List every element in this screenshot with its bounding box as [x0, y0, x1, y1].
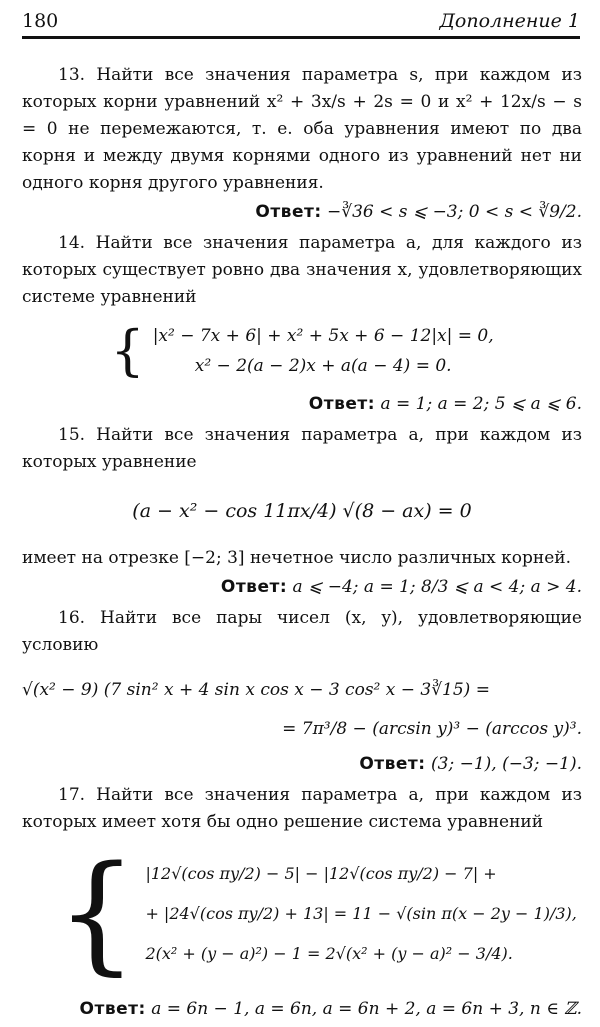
problem-15-answer	[22, 574, 582, 601]
section-title: Дополнение 1	[439, 10, 580, 32]
brace-icon: {	[110, 319, 145, 382]
answer-value: a ⩽ −4; a = 1; 8/3 ⩽ a < 4; a > 4.	[292, 577, 582, 597]
problem-17-answer	[22, 996, 582, 1023]
answer-value: a = 1; a = 2; 5 ⩽ a ⩽ 6.	[380, 394, 582, 414]
problem-15-text: 15. Найти все значения параметра a, при каждом из которых уравнение	[22, 425, 582, 472]
equation-line: + |24√(cos πy/2) + 13| = 11 − √(sin π(x − 2y − 1)/3),	[145, 904, 577, 923]
answer-value: −∛36 < s ⩽ −3; 0 < s < ∛9/2.	[327, 202, 582, 222]
answer-value: (3; −1), (−3; −1).	[431, 754, 582, 774]
brace-icon: {	[56, 839, 138, 988]
problem-17-system	[56, 839, 582, 988]
answer-label: Ответ:	[220, 577, 288, 597]
equation-line: |x² − 7x + 6| + x² + 5x + 6 − 12|x| = 0,	[152, 326, 494, 346]
answer-label: Ответ:	[79, 999, 146, 1019]
answer-label: Ответ:	[308, 394, 376, 414]
problem-13-answer	[22, 199, 582, 226]
problem-16-text: 16. Найти все пары чисел (x, y), удовлетворяющие условию	[22, 608, 582, 655]
page-body	[22, 62, 582, 1027]
equation-line: |12√(cos πy/2) − 5| − |12√(cos πy/2) − 7| +	[145, 864, 497, 883]
problem-15-equation: (a − x² − cos 11πx/4) √(8 − ax) = 0	[132, 500, 472, 522]
equation-line: x² − 2(a − 2)x + a(a − 4) = 0.	[194, 356, 452, 376]
page-header	[22, 8, 580, 39]
answer-value: a = 6n − 1, a = 6n, a = 6n + 2, a = 6n + 3, n ∈ ℤ.	[151, 999, 582, 1019]
equation-line: 2(x² + (y − a)²) − 1 = 2√(x² + (y − a)² − 3/4).	[145, 944, 513, 963]
problem-16-equation-line2: = 7π³/8 − (arcsin y)³ − (arccos y)³.	[282, 719, 582, 739]
problem-16-answer	[22, 751, 582, 778]
problem-14-system	[22, 321, 582, 381]
problem-14-answer	[22, 391, 582, 418]
answer-label: Ответ:	[255, 202, 322, 222]
page-number: 180	[22, 10, 59, 32]
problem-15-text-after: имеет на отрезке [−2; 3] нечетное число различных корней.	[22, 548, 572, 568]
problem-14-text: 14. Найти все значения параметра a, для каждого из которых существует ровно два значения x, удовлетворяющих системе уравнений	[22, 233, 582, 307]
problem-13-text: 13. Найти все значения параметра s, при каждом из которых корни уравнений x² + 3x/s + 2s = 0 и x² + 12x/s − s = 0 не перемежаются, т. е. оба уравнения имеют по два корня и между двумя корнями одного из уравнений нет ни одного корня другого уравнения.	[22, 65, 582, 193]
problem-16-equation-line1: √(x² − 9) (7 sin² x + 4 sin x cos x − 3 cos² x − 3∛15) =	[22, 680, 490, 700]
answer-label: Ответ:	[359, 754, 426, 774]
problem-17-text: 17. Найти все значения параметра a, при каждом из которых имеет хотя бы одно решение система уравнений	[22, 785, 582, 832]
